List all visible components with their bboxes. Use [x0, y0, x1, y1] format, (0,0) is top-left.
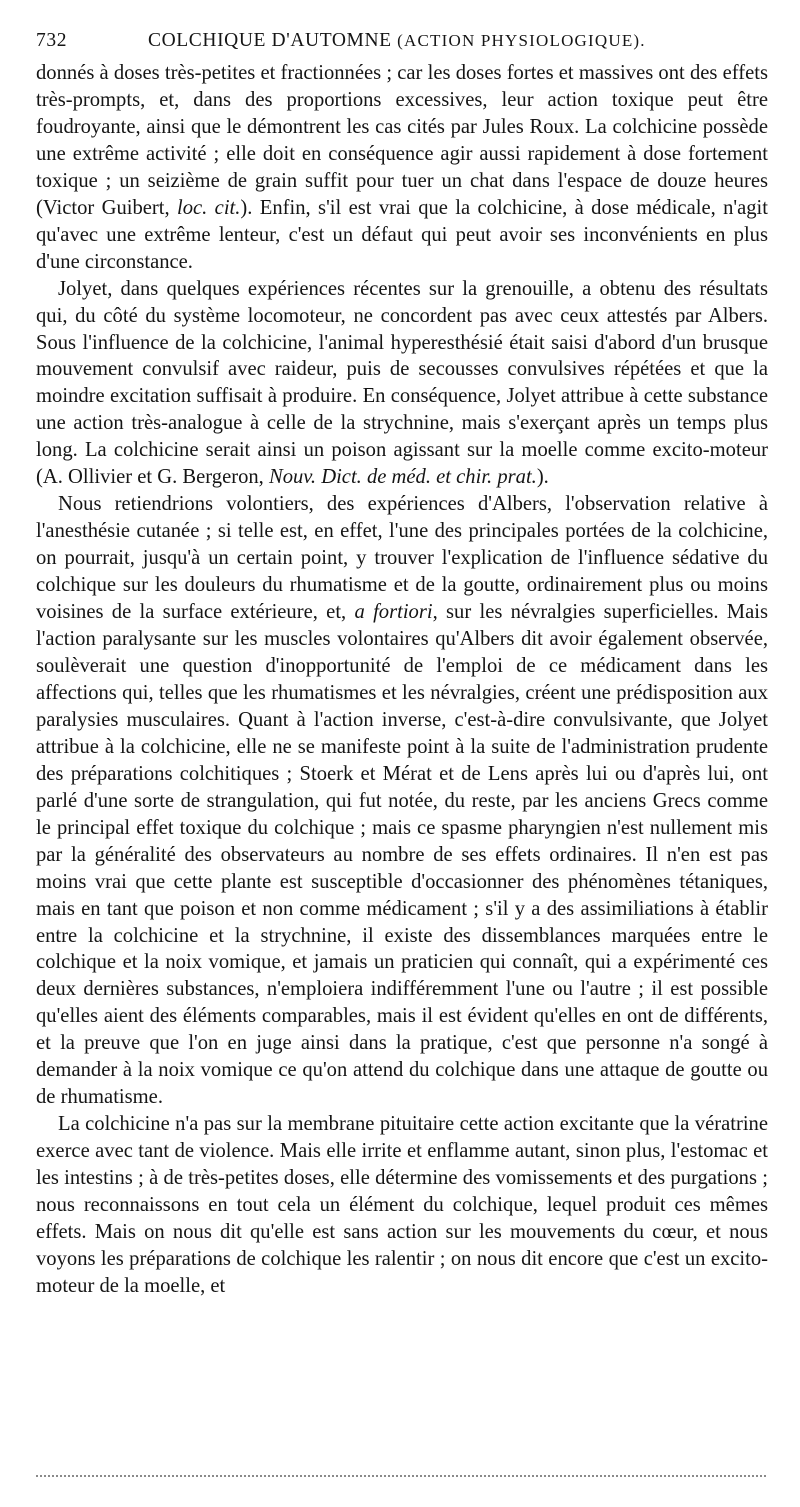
text-run: , sur les névralgies superficielles. Mais l'action paralysante sur les muscles volontaires qu'Albers dit avoir également observée, soulèverait une question d'inopportunité de l'emploi de ce médicament dans les affections qui, telles que les rhumatismes et les névralgies, créent une prédisposition aux paralysies musculaires. Quant à l'action inverse, c'est-à-dire convulsivante, que Jolyet attribue à la colchicine, elle ne se manifeste point à la suite de l'administration prudente des préparations colchitiques ; Stoerk et Mérat et de Lens après lui ou d'après lui, ont parlé d'une sorte de strangulation, qui fut notée, du reste, par les anciens Grecs comme le principal effet toxique du colchique ; mais ce spasme pharyngien n'est nullement mis par la généralité des observateurs au nombre de ses effets ordinaires. Il n'en est pas moins vrai que cette plante est susceptible d'occasionner des phénomènes tétaniques, mais en tant que poison et non comme médicament ; s'il y a des assimiliations à établir entre la colchicine et la strychnine, il existe des dissemblances marquées entre le colchique et la noix vomique, et jamais un praticien qui connaît, qui a expérimenté ces deux dernières substances, n'emploiera indifféremment l'une ou l'autre ; il est possible qu'elles aient des éléments comparables, mais il est évident qu'elles en ont de différents, et la preuve que l'on en juge ainsi dans la pratique, c'est que personne n'a songé à demander à la noix vomique ce qu'on attend du colchique dans une attaque de goutte ou de rhumatisme. — [36, 601, 768, 1109]
body-text — [36, 60, 768, 1300]
footer-dotted-rule — [36, 1475, 766, 1477]
running-title — [148, 26, 646, 56]
italic-text-run: a fortiori — [354, 601, 433, 624]
italic-text-run: loc. cit. — [177, 196, 241, 219]
paragraph-1 — [36, 60, 768, 276]
text-run: ). Enfin, s'il est vrai que la colchicine, à dose médicale, n'agit qu'avec une extrême lenteur, c'est un défaut qui peut avoir ses inconvénients en plus d'une circonstance. — [36, 196, 768, 273]
paragraph-2 — [36, 276, 768, 492]
running-title-main: COLCHIQUE D'AUTOMNE — [148, 30, 392, 51]
running-header — [36, 26, 768, 56]
text-run: Jolyet, dans quelques expériences récentes sur la grenouille, a obtenu des résultats qui, du côté du système locomoteur, ne concordent pas avec ceux attestés par Albers. Sous l'influence de la colchicine, l'animal hyperesthésié était saisi d'abord d'un brusque mouvement convulsif avec raideur, puis de secousses convulsives répétées et que la moindre excitation suffisait à produire. En conséquence, Jolyet attribue à cette substance une action très-analogue à celle de la strychnine, mais s'exerçant après un temps plus long. La colchicine serait ainsi un poison agissant sur la moelle comme excito-moteur (A. Ollivier et G. Bergeron, — [36, 277, 768, 489]
document-page — [36, 26, 768, 1300]
paragraph-3 — [36, 491, 768, 1111]
running-title-subtitle: (ACTION PHYSIOLOGIQUE). — [397, 31, 646, 50]
text-run: Nous retiendrions volontiers, des expériences d'Albers, l'observation relative à l'anesthésie cutanée ; si telle est, en effet, l'une des principales portées de la colchicine, on pourrait, jusqu'à un certain point, y trouver l'explication de l'influence sédative du colchique sur les douleurs du rhumatisme et de la goutte, ordinairement plus ou moins voisines de la surface extérieure, et, — [36, 493, 768, 624]
text-run: ). — [536, 466, 549, 489]
italic-text-run: Nouv. Dict. de méd. et chir. prat. — [268, 466, 537, 489]
text-run: donnés à doses très-petites et fractionnées ; car les doses fortes et massives ont des effets très-prompts, et, dans des proportions excessives, leur action toxique peut être foudroyante, ainsi que le démontrent les cas cités par Jules Roux. La colchicine possède une extrême activité ; elle doit en conséquence agir aussi rapidement à dose fortement toxique ; un seizième de grain suffit pour tuer un chat dans l'espace de douze heures (Victor Guibert, — [36, 62, 768, 219]
page-number: 732 — [36, 30, 68, 51]
text-run: La colchicine n'a pas sur la membrane pituitaire cette action excitante que la vératrine exerce avec tant de violence. Mais elle irrite et enflamme autant, sinon plus, l'estomac et les intestins ; à de très-petites doses, elle détermine des vomissements et des purgations ; nous reconnaissons en tout cela un élément du colchique, lequel produit ces mêmes effets. Mais on nous dit qu'elle est sans action sur les mouvements du cœur, et nous voyons les préparations de colchique les ralentir ; on nous dit encore que c'est un excito-moteur de la moelle, et — [36, 1113, 768, 1297]
paragraph-4 — [36, 1111, 768, 1300]
